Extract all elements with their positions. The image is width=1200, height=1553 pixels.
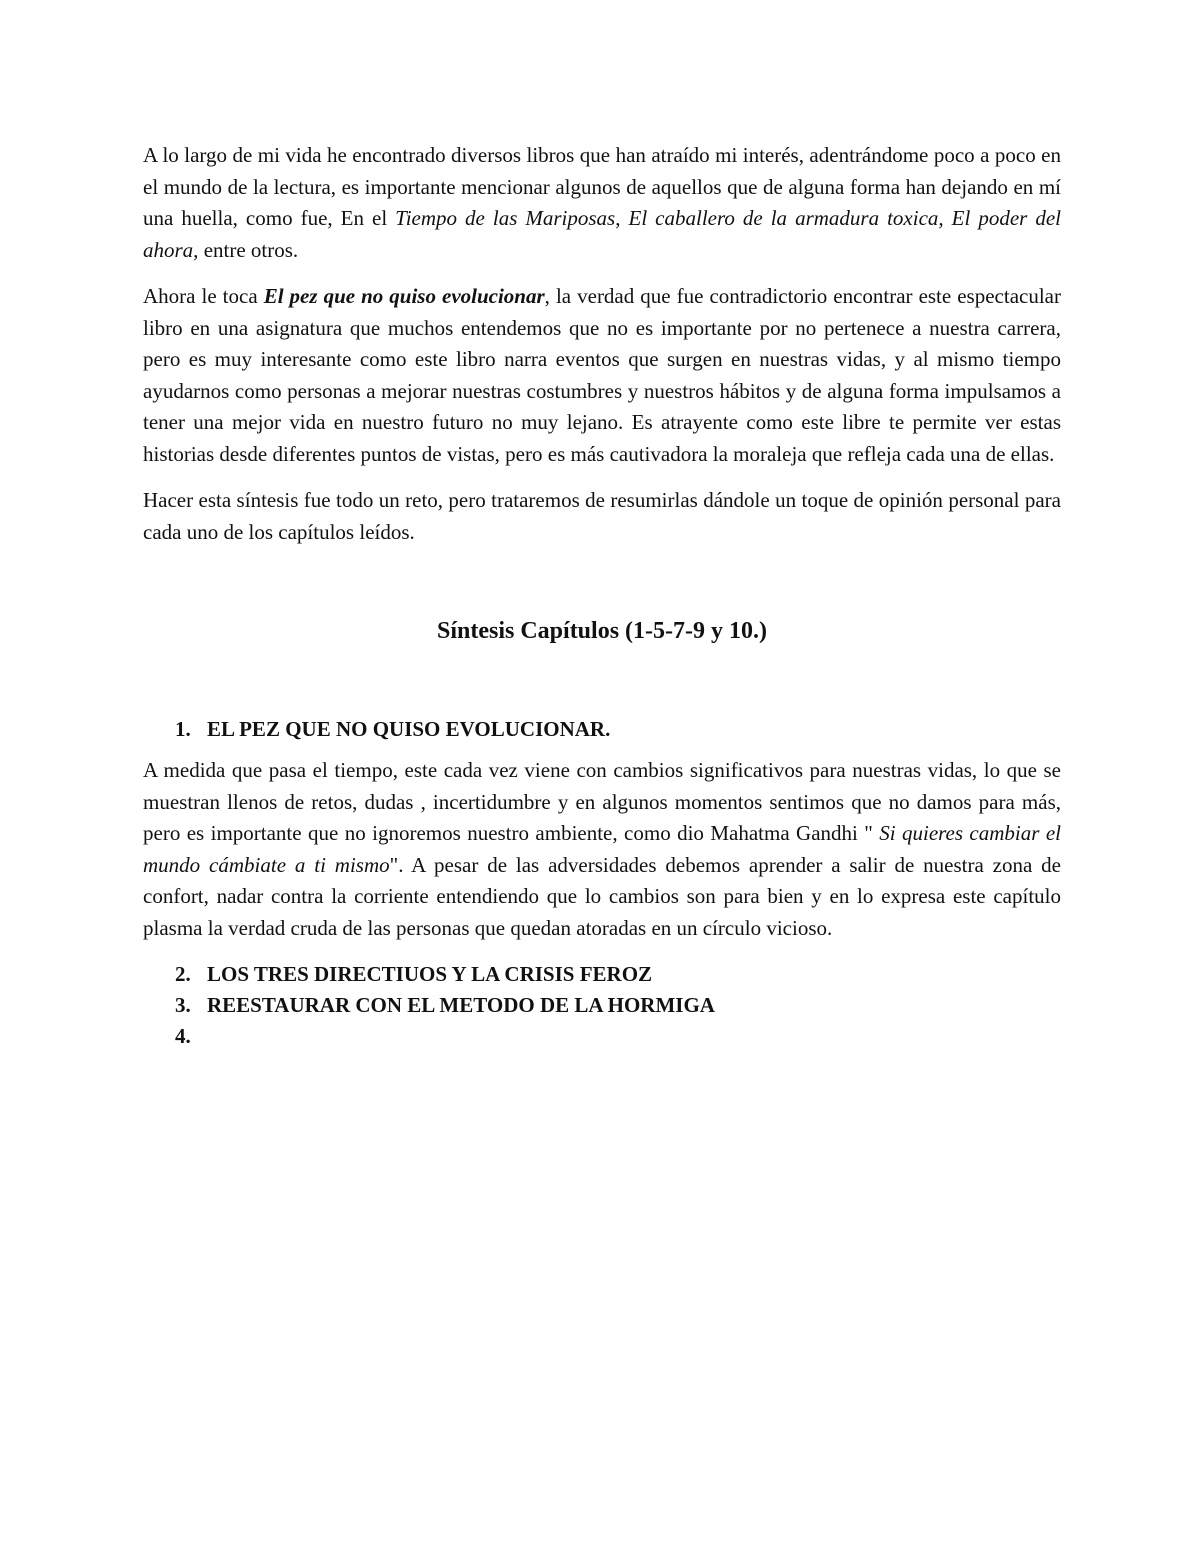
book-titles-list: El caballero de la armadura toxica, El poder del ahora,: [143, 206, 1062, 262]
chapter-number: 3.: [175, 993, 191, 1017]
chapter-title: EL PEZ QUE NO QUISO EVOLUCIONAR.: [207, 717, 611, 741]
intro-p2-text: , la verdad que fue contradictorio encontrar este espectacular libro en una asignatura que muchos entendemos que no es importante por no pertenece a nuestra carrera, pero es muy interesante como este libro narra eventos que surgen en nuestras vidas, y al mismo tiempo ayudarnos como personas a mejorar nuestras costumbres y nuestros hábitos y de alguna forma impulsamos a tener una mejor vida en nuestro futuro no muy lejano. Es atrayente como este libre te permite ver estas historias desde diferentes puntos de vistas, pero es más cautivadora la moraleja que refleja cada una de ellas.: [143, 284, 1061, 466]
chapter-title: LOS TRES DIRECTIUOS Y LA CRISIS FEROZ: [207, 962, 653, 986]
chapter-heading-3: [143, 990, 1061, 1021]
intro-p2-lead: Ahora le toca: [143, 284, 264, 308]
book-title-mariposas: Tiempo de las Mariposas: [395, 206, 616, 230]
section-title: Síntesis Capítulos (1-5-7-9 y 10.): [436, 618, 767, 644]
chapter-item-2: [143, 959, 1061, 990]
chapter-item-3: [143, 990, 1061, 1021]
document-content: [143, 140, 1061, 1052]
chapter-heading-1: [143, 714, 1061, 745]
chapter-title: REESTAURAR CON EL METODO DE LA HORMIGA: [207, 993, 715, 1017]
intro-p1-separator: ,: [615, 206, 629, 230]
chapter-1-body: [143, 755, 1061, 944]
chapter-list: [143, 714, 1061, 1052]
chapter-heading-4: [143, 1021, 1061, 1052]
intro-p3-text: Hacer esta síntesis fue todo un reto, pero trataremos de resumirlas dándole un toque de opinión personal para cada uno de los capítulos leídos.: [143, 488, 1061, 544]
chapter-number: 1.: [175, 717, 191, 741]
chapter-1-body-text: A medida que pasa el tiempo, este cada vez viene con cambios significativos para nuestras vidas, lo que se muestran llenos de retos, dudas , incertidumbre y en algunos momentos sentimos que no damos para más, pero es importante que no ignoremos nuestro ambiente, como dio Mahatma Gandhi ": [143, 758, 1061, 845]
intro-p1-ending: entre otros.: [198, 237, 299, 262]
chapter-item-4: [143, 1021, 1061, 1052]
intro-paragraph-2: [143, 281, 1061, 470]
chapter-1-body-rest: ". A pesar de las adversidades debemos aprender a salir de nuestra zona de confort, nadar contra la corriente entendiendo que lo cambios son para bien y en lo expresa este capítulo plasma la verdad cruda de las personas que quedan atoradas en un círculo vicioso.: [143, 852, 1061, 940]
book-title-main: El pez que no quiso evolucionar: [263, 284, 545, 308]
chapter-number: 4.: [175, 1024, 191, 1048]
chapter-item-1: [143, 714, 1061, 944]
gandhi-quote: Si quieres cambiar el mundo cámbiate a ti mismo: [143, 821, 1061, 877]
chapter-heading-2: [143, 959, 1061, 990]
intro-paragraph-1: [143, 140, 1061, 266]
intro-p1-text: A lo largo de mi vida he encontrado diversos libros que han atraído mi interés, adentrándome poco a poco en el mundo de la lectura, es importante mencionar algunos de aquellos que de alguna forma han dejando en mí una huella, como fue, En el: [143, 143, 1061, 230]
intro-paragraph-3: [143, 485, 1061, 548]
chapter-number: 2.: [175, 962, 191, 986]
